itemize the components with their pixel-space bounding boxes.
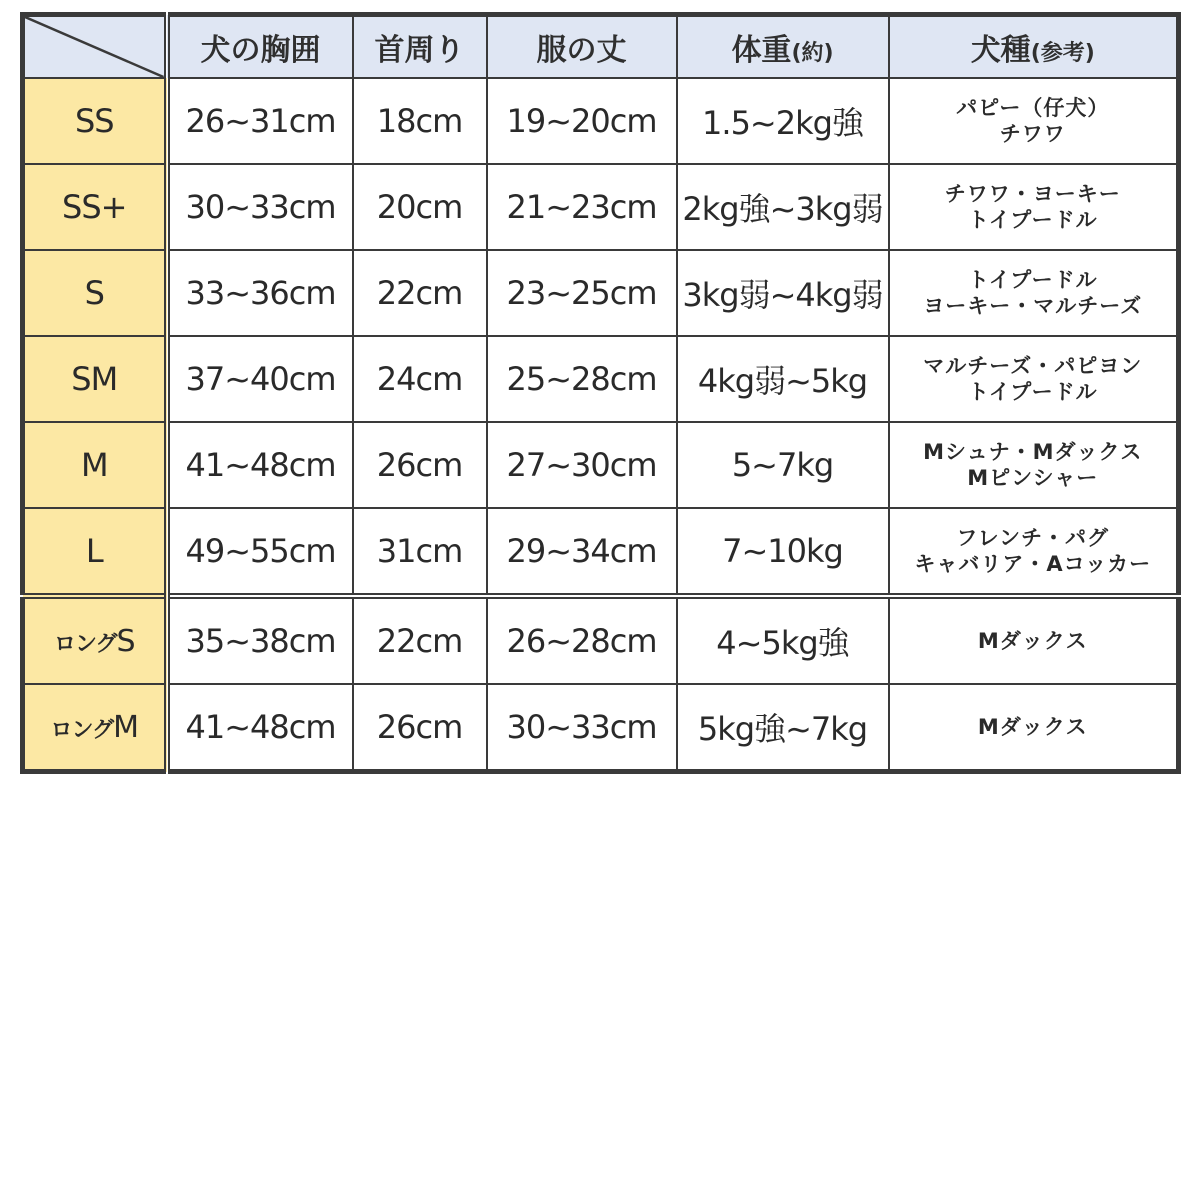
weight-cell: 4kg弱~5kg (677, 336, 889, 422)
breed-cell (889, 684, 1179, 772)
breed-cell (889, 336, 1179, 422)
breed-cell (889, 164, 1179, 250)
neck-cell: 24cm (353, 336, 487, 422)
breed-line: トイプードル (967, 380, 1098, 404)
breed-line: トイプードル (967, 268, 1098, 292)
header-length: 服の丈 (487, 15, 677, 79)
size-prefix: ロング (53, 631, 117, 657)
length-cell: 19~20cm (487, 78, 677, 164)
weight-cell: 3kg弱~4kg弱 (677, 250, 889, 336)
table-row (23, 336, 1179, 422)
length-cell: 21~23cm (487, 164, 677, 250)
neck-cell: 26cm (353, 422, 487, 508)
breed-line: チワワ (999, 122, 1066, 146)
table-row (23, 78, 1179, 164)
weight-cell: 1.5~2kg強 (677, 78, 889, 164)
chest-cell: 49~55cm (167, 508, 353, 596)
length-cell: 26~28cm (487, 596, 677, 684)
header-chest: 犬の胸囲 (167, 15, 353, 79)
size-label-cell (23, 78, 167, 164)
length-cell: 27~30cm (487, 422, 677, 508)
table-row (23, 596, 1179, 684)
size-label-cell (23, 250, 167, 336)
weight-cell: 5kg強~7kg (677, 684, 889, 772)
neck-cell: 26cm (353, 684, 487, 772)
breed-line: Mダックス (977, 629, 1088, 653)
breed-cell (889, 596, 1179, 684)
breed-line: Mピンシャー (967, 466, 1099, 490)
length-cell: 30~33cm (487, 684, 677, 772)
table-row (23, 250, 1179, 336)
breed-line: Mダックス (977, 715, 1088, 739)
breed-line: チワワ・ヨーキー (944, 182, 1121, 206)
neck-cell: 22cm (353, 596, 487, 684)
chest-cell: 33~36cm (167, 250, 353, 336)
weight-cell: 7~10kg (677, 508, 889, 596)
size-label: S (116, 623, 135, 659)
length-cell: 23~25cm (487, 250, 677, 336)
size-prefix: ロング (50, 717, 114, 743)
length-cell: 25~28cm (487, 336, 677, 422)
weight-cell: 2kg強~3kg弱 (677, 164, 889, 250)
size-label: M (113, 709, 138, 745)
size-label: SM (71, 360, 118, 398)
table-row (23, 684, 1179, 772)
breed-cell (889, 250, 1179, 336)
table-row (23, 508, 1179, 596)
breed-line: Mシュナ・Mダックス (923, 440, 1143, 464)
breed-line: マルチーズ・パピヨン (923, 354, 1143, 378)
size-label-cell (23, 422, 167, 508)
size-label: SS (74, 102, 114, 140)
size-label: S (84, 274, 104, 312)
breed-line: トイプードル (967, 208, 1098, 232)
weight-cell: 5~7kg (677, 422, 889, 508)
header-weight (677, 15, 889, 79)
neck-cell: 31cm (353, 508, 487, 596)
table-row (23, 164, 1179, 250)
header-weight-main: 体重 (731, 33, 792, 68)
size-label-cell (23, 336, 167, 422)
weight-cell: 4~5kg強 (677, 596, 889, 684)
size-label: M (80, 446, 108, 484)
table-row (23, 422, 1179, 508)
size-label-cell (23, 684, 167, 772)
breed-cell (889, 78, 1179, 164)
chest-cell: 30~33cm (167, 164, 353, 250)
chest-cell: 41~48cm (167, 422, 353, 508)
header-breed-main: 犬種 (970, 33, 1031, 68)
header-weight-sub: (約) (791, 41, 834, 66)
neck-cell: 22cm (353, 250, 487, 336)
table-body (23, 78, 1179, 772)
header-breed (889, 15, 1179, 79)
header-row (23, 15, 1179, 79)
breed-cell (889, 422, 1179, 508)
header-neck: 首周り (353, 15, 487, 79)
size-label-cell (23, 164, 167, 250)
breed-line: パピー（仔犬） (956, 96, 1110, 120)
corner-cell (23, 15, 167, 79)
size-label-cell (23, 508, 167, 596)
breed-line: ヨーキー・マルチーズ (923, 294, 1143, 318)
breed-line: キャバリア・Aコッカー (914, 552, 1152, 576)
chest-cell: 37~40cm (167, 336, 353, 422)
size-label-cell (23, 596, 167, 684)
length-cell: 29~34cm (487, 508, 677, 596)
breed-line: フレンチ・パグ (956, 526, 1110, 550)
neck-cell: 20cm (353, 164, 487, 250)
size-label: SS+ (62, 188, 127, 226)
size-chart-table (20, 12, 1181, 774)
neck-cell: 18cm (353, 78, 487, 164)
breed-cell (889, 508, 1179, 596)
header-breed-sub: (参考) (1030, 41, 1095, 66)
size-label: L (85, 532, 103, 570)
diagonal-divider (25, 17, 164, 77)
chest-cell: 35~38cm (167, 596, 353, 684)
chest-cell: 26~31cm (167, 78, 353, 164)
chest-cell: 41~48cm (167, 684, 353, 772)
